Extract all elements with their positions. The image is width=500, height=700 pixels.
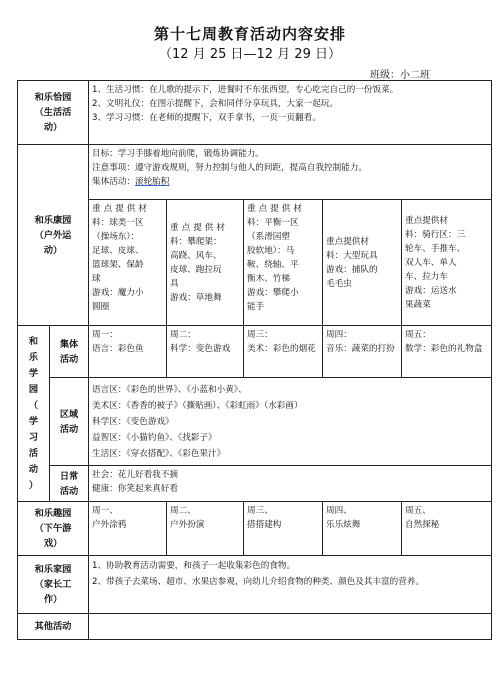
class-label: 班级：小二班 bbox=[370, 70, 430, 81]
page-title: 第十七周教育活动内容安排 bbox=[153, 25, 346, 43]
life-item: 3、学习习惯：在老师的提醒下，双手拿书，一页一页翻看。 bbox=[92, 113, 321, 123]
outdoor-area-5: 重点提供材 料：骑行区：三 轮车、手推车、 双人车、单人 车、拉力车 游戏：运送水 果蔬菜 bbox=[402, 200, 492, 326]
outdoor-goal: 目标：学习手膝着地向前爬，锻炼协调能力。 bbox=[92, 149, 264, 159]
outdoor-area-4: 重点提供材 料：大型玩具 游戏：捕队的 毛毛虫 bbox=[323, 200, 402, 326]
play-row bbox=[18, 502, 492, 556]
study-daily-item: 健康：你笑起来真好看 bbox=[92, 484, 178, 494]
study-group-tue: 周二： 科学：变色游戏 bbox=[167, 326, 244, 378]
play-fri: 周五、 自然探秘 bbox=[402, 502, 492, 556]
study-group-fri: 周五： 数学：彩色的礼物盒 bbox=[402, 326, 492, 378]
study-group-label: 集体 活动 bbox=[50, 326, 89, 378]
outdoor-area-1: 重点提供材 料：球类一区 （操场东）： 足球、皮球、 篮球架、保龄 球 游戏：魔力小 圆圈 bbox=[89, 200, 167, 326]
study-area-item: 语言区：《彩色的世界》、《小蓝和小黄》、 bbox=[92, 384, 247, 395]
home-label: 和乐家园 （家长工 作） bbox=[18, 556, 89, 614]
other-row bbox=[18, 614, 492, 640]
study-label: 和 乐 学 园 （ 学 习 活 动 ） bbox=[18, 326, 50, 502]
outdoor-general bbox=[89, 145, 492, 200]
home-item: 2、带孩子去菜场、超市、水果店参观，向幼儿介绍食物的种类、颜色及其丰富的营养。 bbox=[92, 577, 425, 587]
study-area-row bbox=[18, 378, 492, 466]
study-area-item: 生活区：《穿衣搭配》、《彩色果汁》 bbox=[92, 448, 226, 459]
outdoor-note: 注意事项：遵守游戏规则，努力控制与他人的间距，提高自我控制能力。 bbox=[92, 163, 368, 173]
home-item: 1、协助教育活动需要，和孩子一起收集彩色的食物。 bbox=[92, 561, 296, 571]
study-area-content bbox=[89, 378, 492, 466]
play-thu: 周四、 乐乐炫舞 bbox=[323, 502, 402, 556]
play-mon: 周一、 户外涂鸦 bbox=[89, 502, 167, 556]
study-group-wed: 周三： 美术：彩色的烟花 bbox=[244, 326, 323, 378]
study-area-label: 区域 活动 bbox=[50, 378, 89, 466]
life-row bbox=[18, 81, 492, 145]
study-area-item: 美术区：《香香的被子》（撕贴画）、《彩虹雨》（水彩画） bbox=[92, 400, 303, 411]
outdoor-header-row bbox=[18, 145, 492, 200]
study-daily-item: 社会：花儿好看我不摘 bbox=[92, 470, 178, 480]
schedule-table bbox=[17, 80, 492, 640]
outdoor-areas-row bbox=[18, 200, 492, 326]
study-group-thu: 周四： 音乐：蔬菜的打扮 bbox=[323, 326, 402, 378]
life-item: 2、文明礼仪：在图示提醒下，会和同伴分享玩具，大家一起玩。 bbox=[92, 99, 339, 109]
life-label: 和乐恰园 （生活活 动） bbox=[18, 81, 89, 145]
study-area-item: 益智区：《小猫钓鱼》、《找影子》 bbox=[92, 432, 217, 443]
home-content bbox=[89, 556, 492, 614]
outdoor-label: 和乐康园 （户外运 动） bbox=[18, 145, 89, 326]
outdoor-group: 集体活动：滚轮胎积 bbox=[92, 177, 170, 187]
outdoor-area-3: 重点提供材 料：平衡一区 （系滑园塑 胶软地）：马 鞍、绕轴、平 衡木、竹梯 游戏：攀爬小 能手 bbox=[244, 200, 323, 326]
other-content bbox=[89, 614, 492, 640]
study-daily-content bbox=[89, 466, 492, 502]
play-label: 和乐趣园 （下午游 戏） bbox=[18, 502, 89, 556]
life-item: 1、生活习惯：在儿歌的提示下，进餐时不东张西望，专心吃完自己的一份饭菜。 bbox=[92, 85, 399, 95]
study-area-item: 科学区：《变色游戏》 bbox=[92, 416, 174, 427]
study-group-mon: 周一： 语言：彩色鱼 bbox=[89, 326, 167, 378]
study-daily-row bbox=[18, 466, 492, 502]
outdoor-area-2: 重点提供材 料：攀爬架： 高跷、风车、 皮球、跑拉玩 具 游戏：草地舞 bbox=[167, 200, 244, 326]
other-label: 其他活动 bbox=[18, 614, 89, 640]
study-group-row bbox=[18, 326, 492, 378]
study-daily-label: 日常 活动 bbox=[50, 466, 89, 502]
play-wed: 周三、 搭搭建构 bbox=[244, 502, 323, 556]
date-range: （12 月 25 日—12 月 29 日） bbox=[159, 47, 341, 62]
home-row bbox=[18, 556, 492, 614]
play-tue: 周二、 户外扮演 bbox=[167, 502, 244, 556]
life-content bbox=[89, 81, 492, 145]
